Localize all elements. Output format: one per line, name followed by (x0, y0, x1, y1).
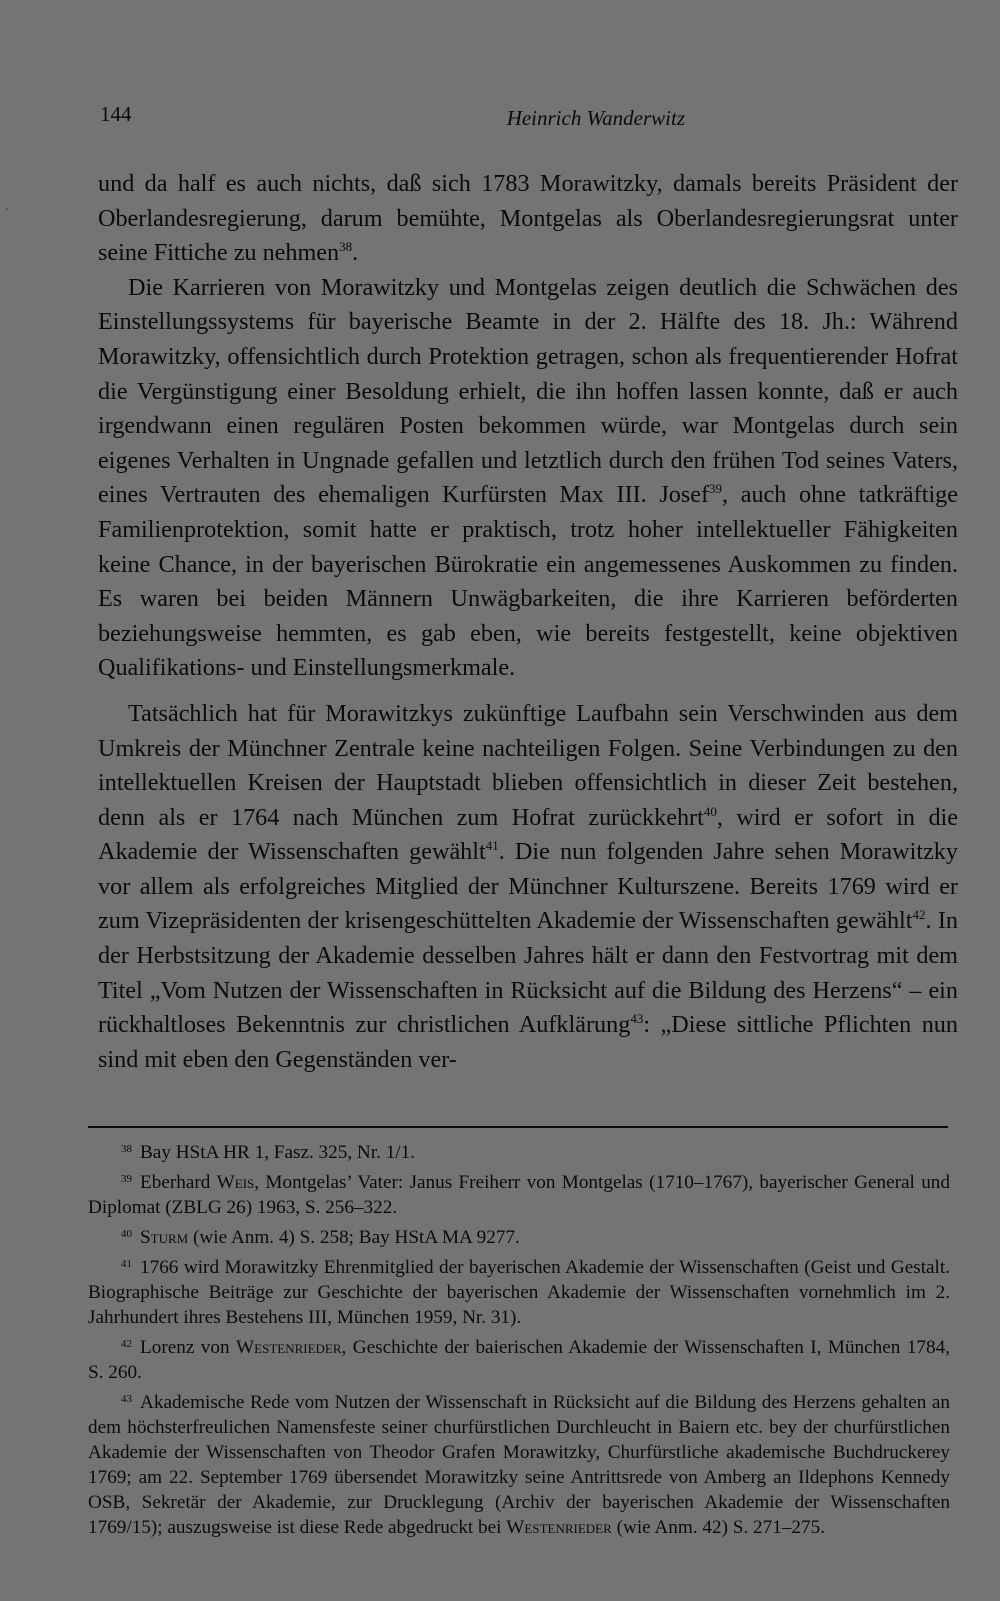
footnote-ref[interactable]: 41 (485, 838, 499, 854)
footnote-author: Sturm (140, 1227, 189, 1248)
page-header (100, 102, 685, 132)
paragraph-text: , auch ohne tatkräftige Familienprotektion, somit hatte er praktisch, trotz hoher intellektueller Fähigkeiten keine Chance, in der bayerischen Bürokratie ein angemessenes Auskommen zu finden. Es waren bei beiden Männern Unwägbarkeiten, die ihre Karrieren beförderten beziehungsweise hemmten, es gab eben, wie bereits festgestellt, keine objektiven Qualifikations- und Einstellungsmerkmale. (98, 481, 958, 682)
footnote-text: (wie Anm. 4) S. 258; Bay HStA MA 9277. (188, 1227, 520, 1248)
footnote-38 (88, 1137, 950, 1165)
footnote-text: , Geschichte der baierischen Akademie der Wissenschaften I, München 1784, S. 260. (88, 1337, 950, 1383)
paragraph-text: : „Diese sittliche Pflichten nun sind mit eben den Gegenständen ver- (98, 1011, 958, 1073)
footnote-ref[interactable]: 39 (709, 481, 723, 497)
footnote-40 (88, 1222, 950, 1250)
footnote-author: Weis (216, 1172, 255, 1193)
footnote-text: , Montgelas’ Vater: Janus Freiherr von Montgelas (1710–1767), bayerischer General und Diplomat (ZBLG 26) 1963, S. 256–322. (88, 1172, 950, 1218)
footnote-text: Bay HStA HR 1, Fasz. 325, Nr. 1/1. (140, 1142, 416, 1163)
paragraph-text: . Die nun folgenden Jahre sehen Morawitzky vor allem als erfolgreiches Mitglied der Münchner Kulturszene. Bereits 1769 wird er zum Vizepräsidenten der krisengeschüttelten Akademie der Wissenschaften gewählt (98, 838, 958, 935)
paragraph-text: . In der Herbstsitzung der Akademie desselben Jahres hält er dann den Festvortrag mit dem Titel „Vom Nutzen der Wissenschaften in Rücksicht auf die Bildung des Herzens“ – ein rückhaltloses Bekenntnis zur christlichen Aufklärung (98, 907, 958, 1039)
footnote-author: Westenrieder (506, 1517, 612, 1538)
footnote-number: 39 (121, 1173, 132, 1185)
footnote-ref[interactable]: 38 (339, 239, 353, 255)
footnote-text: 1766 wird Morawitzky Ehrenmitglied der bayerischen Akademie der Wissenschaften (Geist und Gestalt. Biographische Beiträge zur Geschichte der bayerischen Akademie der Wissenschaften vornehmlich im 2. Jahrhundert ihres Bestehens III, München 1959, Nr. 31). (88, 1257, 950, 1328)
paragraph-text: Die Karrieren von Morawitzky und Montgelas zeigen deutlich die Schwächen des Einstellungssystems für bayerische Beamte in der 2. Hälfte des 18. Jh.: Während Morawitzky, offensichtlich durch Protektion getragen, schon als frequentierender Hofrat die Vergünstigung einer Besoldung erhielt, die ihn hoffen lassen konnte, daß er auch irgendwann einen regulären Posten bekommen würde, war Montgelas durch sein eigenes Verhalten in Ungnade gefallen und letztlich durch den frühen Tod seines Vaters, eines Vertrauten des ehemaligen Kurfürsten Max III. Josef (98, 273, 958, 509)
footnote-number: 43 (121, 1393, 132, 1405)
footnote-number: 38 (121, 1143, 132, 1155)
footnote-ref[interactable]: 40 (703, 803, 717, 819)
scan-speck: ` (5, 207, 10, 222)
footnote-41 (88, 1252, 950, 1330)
paragraph-2 (98, 271, 958, 686)
body-text (98, 167, 958, 1077)
paragraph-text: , wird er sofort in die Akademie der Wissenschaften gewählt (98, 803, 958, 866)
paragraph-text: . (352, 239, 359, 267)
paragraph-1 (98, 167, 958, 271)
footnote-ref[interactable]: 42 (912, 907, 926, 923)
footnote-number: 40 (121, 1228, 132, 1240)
footnote-text: (wie Anm. 42) S. 271–275. (611, 1517, 825, 1538)
page-number: 144 (100, 102, 132, 126)
footnote-number: 41 (121, 1258, 132, 1270)
running-head: Heinrich Wanderwitz (506, 106, 685, 130)
paragraph-3 (98, 697, 958, 1078)
footnote-divider (88, 1126, 948, 1128)
footnote-42 (88, 1332, 950, 1385)
footnote-number: 42 (121, 1338, 132, 1350)
footnote-39 (88, 1167, 950, 1220)
footnote-text: Lorenz von (140, 1337, 237, 1358)
footnote-text: Eberhard (140, 1172, 217, 1193)
footnote-author: Westenrieder (236, 1337, 342, 1358)
paragraph-text: Tatsächlich hat für Morawitzkys zukünftige Laufbahn sein Verschwinden aus dem Umkreis der Münchner Zentrale keine nachteiligen Folgen. Seine Verbindungen zu den intellektuellen Kreisen der Hauptstadt blieben offensichtlich in dieser Zeit bestehen, denn als er 1764 nach München zum Hofrat zurückkehrt (98, 699, 958, 831)
footnotes (88, 1137, 950, 1542)
footnote-43 (88, 1387, 950, 1540)
paragraph-text: und da half es auch nichts, daß sich 1783 Morawitzky, damals bereits Präsident der Oberlandesregierung, darum bemühte, Montgelas als Oberlandesregierungsrat unter seine Fittiche zu nehmen (98, 170, 958, 267)
footnote-ref[interactable]: 43 (630, 1011, 644, 1027)
footnote-text: Akademische Rede vom Nutzen der Wissenschaft in Rücksicht auf die Bildung des Herzens gehalten an dem höchsterfreulichen Namensfeste seiner churfürstlichen Durchleucht in Baiern etc. bey der churfürstlichen Akademie der Wissenschaften von Theodor Grafen Morawitzky, Churfürstliche akademische Buchdruckerey 1769; am 22. September 1769 übersendet Morawitzky seine Antrittsrede von Amberg an Ildephons Kennedy OSB, Sekretär der Akademie, zur Drucklegung (Archiv der bayerischen Akademie der Wissenschaften 1769/15); auszugsweise ist diese Rede abgedruckt bei (88, 1392, 950, 1538)
